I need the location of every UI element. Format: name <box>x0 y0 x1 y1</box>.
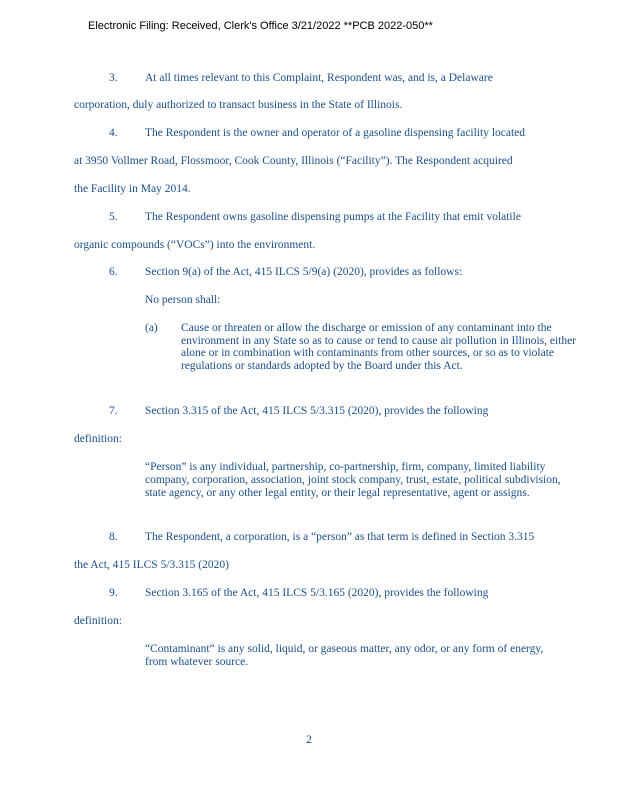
paragraph-number: 5. <box>109 211 118 223</box>
paragraph-4-line-3: the Facility in May 2014. <box>74 183 191 195</box>
paragraph-number: 8. <box>109 531 118 543</box>
paragraph-3-line-1: At all times relevant to this Complaint, Respondent was, and is, a Delaware <box>145 72 493 84</box>
paragraph-4-line-2: at 3950 Vollmer Road, Flossmoor, Cook County, Illinois (“Facility”). The Respondent acquired <box>74 155 513 167</box>
paragraph-9-line-1: Section 3.165 of the Act, 415 ILCS 5/3.165 (2020), provides the following <box>145 587 489 599</box>
paragraph-6-intro: No person shall: <box>145 294 221 306</box>
paragraph-number: 6. <box>109 266 118 278</box>
paragraph-5-line-1: The Respondent owns gasoline dispensing pumps at the Facility that emit volatile <box>145 211 521 223</box>
paragraph-9-line-2: definition: <box>74 615 122 627</box>
subsection-label: (a) <box>145 322 158 334</box>
paragraph-number: 4. <box>109 127 118 139</box>
paragraph-7-line-2: definition: <box>74 433 122 445</box>
paragraph-8-line-2: the Act, 415 ILCS 5/3.315 (2020) <box>74 559 229 571</box>
paragraph-number: 9. <box>109 587 118 599</box>
paragraph-number: 7. <box>109 405 118 417</box>
filing-stamp-header: Electronic Filing: Received, Clerk's Office 3/21/2022 **PCB 2022-050** <box>88 20 433 32</box>
paragraph-number: 3. <box>109 72 118 84</box>
paragraph-6-line-1: Section 9(a) of the Act, 415 ILCS 5/9(a) (2020), provides as follows: <box>145 266 463 278</box>
paragraph-5-line-2: organic compounds (“VOCs”) into the environment. <box>74 239 316 251</box>
contaminant-definition-quote: “Contaminant” is any solid, liquid, or gaseous matter, any odor, or any form of energy, from whatever source. <box>145 643 544 668</box>
paragraph-7-line-1: Section 3.315 of the Act, 415 ILCS 5/3.315 (2020), provides the following <box>145 405 489 417</box>
person-definition-quote: “Person” is any individual, partnership, co-partnership, firm, company, limited liability company, corporation, association, joint stock company, trust, estate, political subdivision, state agency, or any other legal entity, or their legal representative, agent or assigns. <box>145 461 561 499</box>
paragraph-8-line-1: The Respondent, a corporation, is a “person” as that term is defined in Section 3.315 <box>145 531 535 543</box>
subsection-text: Cause or threaten or allow the discharge or emission of any contaminant into the environment in any State so as to cause or tend to cause air pollution in Illinois, either alone or in combination with contaminants from other sources, or so as to violate regulations or standards adopted by the Board under this Act. <box>181 322 577 372</box>
page-number: 2 <box>306 734 312 746</box>
paragraph-3-line-2: corporation, duly authorized to transact business in the State of Illinois. <box>74 99 403 111</box>
paragraph-4-line-1: The Respondent is the owner and operator of a gasoline dispensing facility located <box>145 127 526 139</box>
